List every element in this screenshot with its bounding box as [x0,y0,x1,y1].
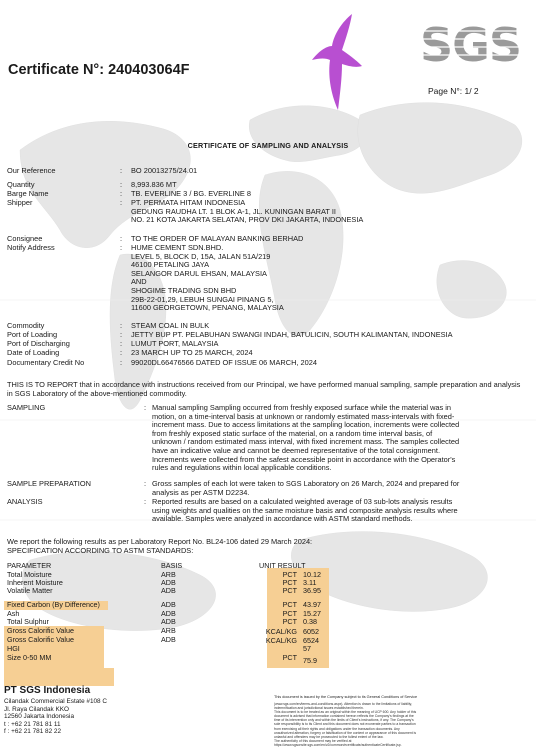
colon: : [120,198,123,207]
param-cell: Volatile Matter [7,586,53,596]
intro-paragraph: THIS IS TO REPORT that in accordance with instructions received from our Principal, we have performed manual sampling, sample preparation and analysis in SGS Laboratory of the above-mentioned commodity. [7,380,521,398]
disclaimer-line: (www.sgs.com/en/terms-and-conditions.aspx). Attention is drawn to the limitations of liability, [274,702,413,706]
colon: : [120,321,123,330]
port-loading-value: JETTY BUP PT. PELABUHAN SWANGI INDAH, BATULICIN, SOUTH KALIMANTAN, INDONESIA [131,330,453,339]
unit-cell: PCT [282,653,297,662]
notify-line: LEVEL 5, BLOCK D, 15A, JALAN 51A/219 [131,251,271,261]
sample-prep-line: Gross samples of each lot were taken to SGS Laboratory on 26 March, 2024 and prepared for [152,479,460,488]
param-cell: Gross Calorific Value [7,635,74,644]
unit-cell: KCAL/KG [265,636,297,645]
date-loading-label: Date of Loading [7,348,60,357]
sampling-label: SAMPLING [7,403,46,412]
date-loading-value: 23 MARCH UP TO 25 MARCH, 2024 [131,348,253,357]
table-header-unit-result: UNIT RESULT [259,561,306,570]
address-line: Jl. Raya Cilandak KKO [4,705,69,713]
param-cell: Total Sulphur [7,616,49,626]
commodity-value: STEAM COAL IN BULK [131,321,210,330]
colon: : [144,479,147,488]
address-line: f : +62 21 781 82 22 [4,728,62,736]
notify-line: 29B-22-01,29, LEBUH SUNGAI PINANG 5, [131,294,274,304]
our-reference-value: BO 20013275/24.01 [131,166,198,175]
credit-no-value: 99020DL66476566 DATED OF ISSUE 06 MARCH, 2024 [131,358,317,367]
analysis-line: using weights and qualities on the same moisture basis and composite analysis results where [152,505,458,515]
quantity-label: Quantity [7,180,35,189]
sample-prep-text [152,480,532,497]
unit-cell: PCT [282,578,297,588]
page-number: Page N°: 1/ 2 [428,86,479,96]
result-cell: 43.97 [303,600,321,610]
sampling-line: from freshly exposed static surface of the material, on a random time interval basis, of [152,428,433,438]
basis-cell: ARB [161,570,176,579]
basis-cell: ADB [161,616,176,626]
notify-line: 46100 PETALING JAYA [131,260,210,270]
table-header-basis: BASIS [161,561,183,570]
unit-cell: PCT [282,600,297,610]
analysis-label: ANALYSIS [7,497,43,506]
shipper-line: GEDUNG RAUDHA LT. 1 BLOK A-1, JL. KUNINGAN BARAT II [131,206,336,216]
disclaimer-heading: This document is issued by the Company subject to its General Conditions of Service [274,695,418,699]
colon: : [120,243,123,252]
certificate-number: Certificate N°: 240403064F [8,62,190,78]
commodity-label: Commodity [7,321,45,330]
param-cell: Total Moisture [7,570,52,579]
credit-no-label: Documentary Credit No [7,358,85,367]
bird-emblem-icon [306,12,366,112]
notify-line: 11600 GEORGETOWN, PENANG, MALAYSIA [131,303,284,313]
barge-name-value: TB. EVERLINE 3 / BG. EVERLINE 8 [131,189,251,198]
our-reference-label: Our Reference [7,166,56,175]
unit-cell: PCT [282,608,297,618]
disclaimer-line: sole responsibility is to its Client and this document does not exonerate parties to a transaction [274,722,416,727]
sampling-line: have an indicative value and cannot be deemed representative of the total consignment. [152,445,441,455]
result-cell: 10.12 [303,570,321,579]
footer-address [4,698,107,736]
sampling-line: unknown / random estimated mass interval, with fixed increment mass. The samples collected [152,437,460,447]
port-loading-label: Port of Loading [7,330,58,339]
param-cell: Size 0-50 MM [7,653,52,662]
port-discharging-value: LUMUT PORT, MALAYSIA [131,339,219,348]
svg-text:SGS: SGS [420,18,522,72]
notify-label: Notify Address [7,243,55,252]
sampling-line: Manual sampling Sampling occurred from freshly exposed surface while the material was in [152,403,452,412]
colon: : [120,180,123,189]
notify-value [131,244,284,313]
result-cell: 6524 [303,636,319,645]
address-line: 12560 Jakarta Indonesia [4,713,74,721]
colon: : [120,348,123,357]
colon: : [120,234,123,243]
sample-prep-label: SAMPLE PREPARATION [7,479,91,488]
port-discharging-label: Port of Discharging [7,339,70,348]
param-cell: Inherent Moisture [7,578,63,588]
colon: : [120,358,123,367]
disclaimer-line: indemnification and jurisdictional issues established therein. [274,706,364,711]
sampling-line: increment mass. Due to access limitations at the sampling location, increments were collected [152,420,460,430]
notify-line: SELANGOR DARUL EHSAN, MALAYSIA [131,268,267,278]
disclaimer-text [274,702,528,747]
colon: : [120,339,123,348]
spec-heading: SPECIFICATION ACCORDING TO ASTM STANDARDS: [7,546,194,555]
unit-cell: PCT [282,570,297,579]
barge-name-label: Barge Name [7,189,49,198]
colon: : [144,403,147,412]
disclaimer-line: document is advised that information contained hereon reflects the Company's findings at the [274,714,414,719]
consignee-value: TO THE ORDER OF MALAYAN BANKING BERHAD [131,234,304,243]
colon: : [120,330,123,339]
disclaimer-line: This document is to be treated as an original within the meaning of UCP 600. Any holder of this [274,710,417,715]
param-cell: HGI [7,644,20,653]
disclaimer-line: time of its intervention only and within the limits of Client's instructions, if any. The Company's [274,718,414,723]
param-cell: Gross Calorific Value [7,625,74,635]
basis-cell: ADB [161,608,176,618]
basis-cell: ADB [161,635,176,644]
sample-prep-line: analysis as per ASTM D2234. [152,487,250,497]
address-line: Cilandak Commercial Estate #108 C [4,698,108,705]
basis-cell: ADB [161,578,176,588]
basis-cell: ADB [161,600,176,610]
consignee-label: Consignee [7,234,43,243]
result-cell: 75.9 [303,656,317,665]
colon: : [120,189,123,198]
analysis-line: Reported results are based on a calculated weighted average of 03 sub-lots analysis results [152,497,453,506]
sampling-line: Increments were collected from the safest accessible point in accordance with the Operator's [152,454,456,464]
result-cell: 36.95 [303,586,321,596]
quantity-value: 8,993.836 MT [131,180,177,189]
results-intro: We report the following results as per Laboratory Report No. BL24-106 dated 29 March 2024: [7,537,313,546]
disclaimer-line: unauthorized alteration, forgery or falsification of the content or appearance of this document is [274,730,417,735]
result-cell: 0.38 [303,616,317,626]
footer-highlight [4,668,114,686]
disclaimer-line: from exercising all their rights and obligations under the transaction documents. Any [274,726,400,731]
shipper-value [131,199,363,225]
sgs-logo [418,17,524,73]
unit-cell: PCT [282,616,297,626]
notify-line: AND [131,277,147,287]
address-line: t : +62 21 781 81 11 [4,720,61,728]
disclaimer-line: The authenticity of this document may be verified at [274,738,352,743]
analysis-line: available. Samples were analyzed in accordance with ASTM standard methods. [152,514,413,524]
result-cell: 57 [303,644,311,653]
shipper-label: Shipper [7,198,33,207]
shipper-line: NO. 21 KOTA JAKARTA SELATAN, PROV DKI JAKARTA, INDONESIA [131,215,364,225]
result-cell: 15.27 [303,608,321,618]
shipper-line: PT. PERMATA HITAM INDONESIA [131,198,246,207]
notify-line: SHOGIME TRADING SDN BHD [131,285,237,295]
result-cell: 6052 [303,627,319,636]
basis-cell: ARB [161,625,176,635]
sampling-line: motion, on a time-interval basis at unknown or randomly estimated mass-intervals with fixed- [152,411,455,421]
analysis-text [152,498,532,524]
unit-cell: KCAL/KG [265,627,297,636]
param-cell: Ash [7,608,20,618]
unit-cell: PCT [282,586,297,596]
basis-cell: ADB [161,586,176,596]
colon: : [120,166,123,175]
sampling-text [152,404,532,473]
sampling-line: rules and regulations within local applicable conditions. [152,463,332,473]
document-title: CERTIFICATE OF SAMPLING AND ANALYSIS [187,141,349,150]
colon: : [144,497,147,506]
notify-line: HUME CEMENT SDN.BHD. [131,243,224,252]
result-cell: 3.11 [303,578,317,588]
footer-company-name: PT SGS Indonesia [4,685,91,696]
disclaimer-line: unlawful and offenders may be prosecuted to the fullest extent of the law. [274,734,384,739]
table-header-parameter: PARAMETER [7,561,52,570]
disclaimer-line: https://www.sgsonsite.sgs.com/en/v2/common/ecertificate/authenticateCertificate.jsp. [274,742,402,747]
param-cell: Fixed Carbon (By Difference) [7,600,100,610]
